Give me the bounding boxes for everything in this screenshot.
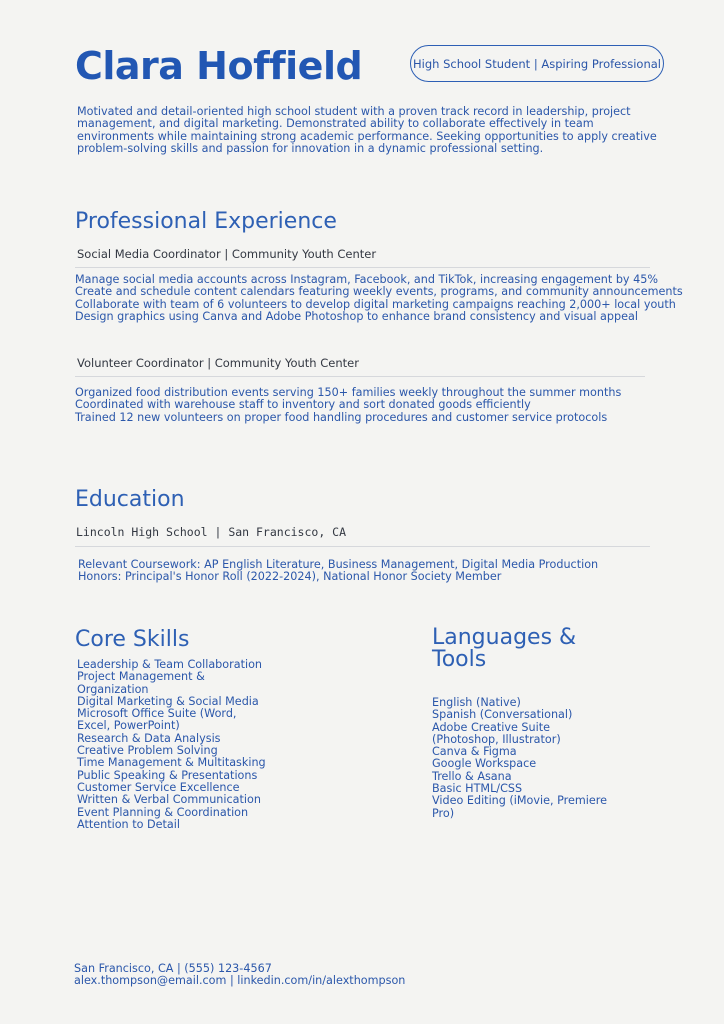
list-item: Leadership & Team Collaboration (77, 658, 263, 671)
list-item: Basic HTML/CSS (432, 782, 523, 796)
languages-heading: Languages & Tools (432, 625, 577, 672)
list-item: Event Planning & Coordination (77, 805, 249, 819)
tagline-badge (410, 45, 664, 82)
education-details (78, 559, 598, 584)
tagline-text: High School Student | Aspiring Professional (412, 56, 661, 71)
list-item: Trello & Asana (432, 769, 512, 783)
list-item: Time Management & Multitasking (77, 756, 266, 770)
list-item: Research & Data Analysis (77, 731, 221, 745)
job-title-1: Social Media Coordinator | Community Youth Center (77, 247, 377, 261)
contact-line-2: alex.thompson@email.com | linkedin.com/in/alexthompson (74, 974, 406, 987)
job-2-bullets (75, 387, 621, 424)
list-item: Coordinated with warehouse staff to inventory and sort donated goods efficiently (75, 398, 531, 412)
contact-line-1: San Francisco, CA | (555) 123-4567 (74, 962, 272, 975)
job-title-2: Volunteer Coordinator | Community Youth Center (77, 356, 359, 370)
divider (75, 376, 645, 377)
job-1-bullets (75, 274, 683, 323)
list-item: Collaborate with team of 6 volunteers to develop digital marketing campaigns reaching 2,000+ local youth (75, 297, 676, 311)
list-item: Written & Verbal Communication (77, 793, 261, 807)
list-item: Project Management & Organization (77, 670, 205, 696)
experience-heading: Professional Experience (75, 209, 337, 234)
list-item: Digital Marketing & Social Media (77, 694, 259, 708)
languages-list (432, 697, 612, 820)
list-item: Customer Service Excellence (77, 780, 240, 794)
list-item: Video Editing (iMovie, Premiere Pro) (432, 794, 608, 820)
list-item: Canva & Figma (432, 745, 517, 759)
list-item: Adobe Creative Suite (Photoshop, Illustrator) (432, 720, 561, 746)
skills-list (77, 659, 267, 831)
list-item: Organized food distribution events serving 150+ families weekly throughout the summer months (75, 386, 622, 399)
list-item: Microsoft Office Suite (Word, Excel, PowerPoint) (77, 707, 237, 733)
summary-paragraph: Motivated and detail-oriented high school student with a proven track record in leadership, project management, and digital marketing. Demonstrated ability to collaborate effectively in team environments while maintaining strong academic performance. Seeking opportunities to apply creative problem-solving skills and passion for innovation in a dynamic professional setting. (77, 105, 657, 155)
divider (75, 267, 650, 268)
list-item: Design graphics using Canva and Adobe Photoshop to enhance brand consistency and visual appeal (75, 309, 638, 323)
list-item: Public Speaking & Presentations (77, 768, 258, 782)
skills-heading: Core Skills (75, 627, 190, 652)
school-line: Lincoln High School | San Francisco, CA (76, 525, 347, 539)
education-heading: Education (75, 487, 185, 512)
list-item: Spanish (Conversational) (432, 708, 573, 722)
divider (75, 546, 650, 547)
list-item: Relevant Coursework: AP English Literature, Business Management, Digital Media Production (78, 558, 599, 571)
list-item: Trained 12 new volunteers on proper food handling procedures and customer service protocols (75, 410, 608, 424)
list-item: Create and schedule content calendars featuring weekly events, programs, and community announcements (75, 285, 683, 299)
candidate-name: Clara Hoffield (75, 44, 363, 88)
list-item: English (Native) (432, 696, 521, 709)
list-item: Manage social media accounts across Instagram, Facebook, and TikTok, increasing engagement by 45% (75, 273, 658, 286)
list-item: Attention to Detail (77, 817, 180, 831)
list-item: Creative Problem Solving (77, 744, 218, 758)
list-item: Honors: Principal's Honor Roll (2022-2024), National Honor Society Member (78, 570, 502, 584)
list-item: Google Workspace (432, 757, 537, 771)
